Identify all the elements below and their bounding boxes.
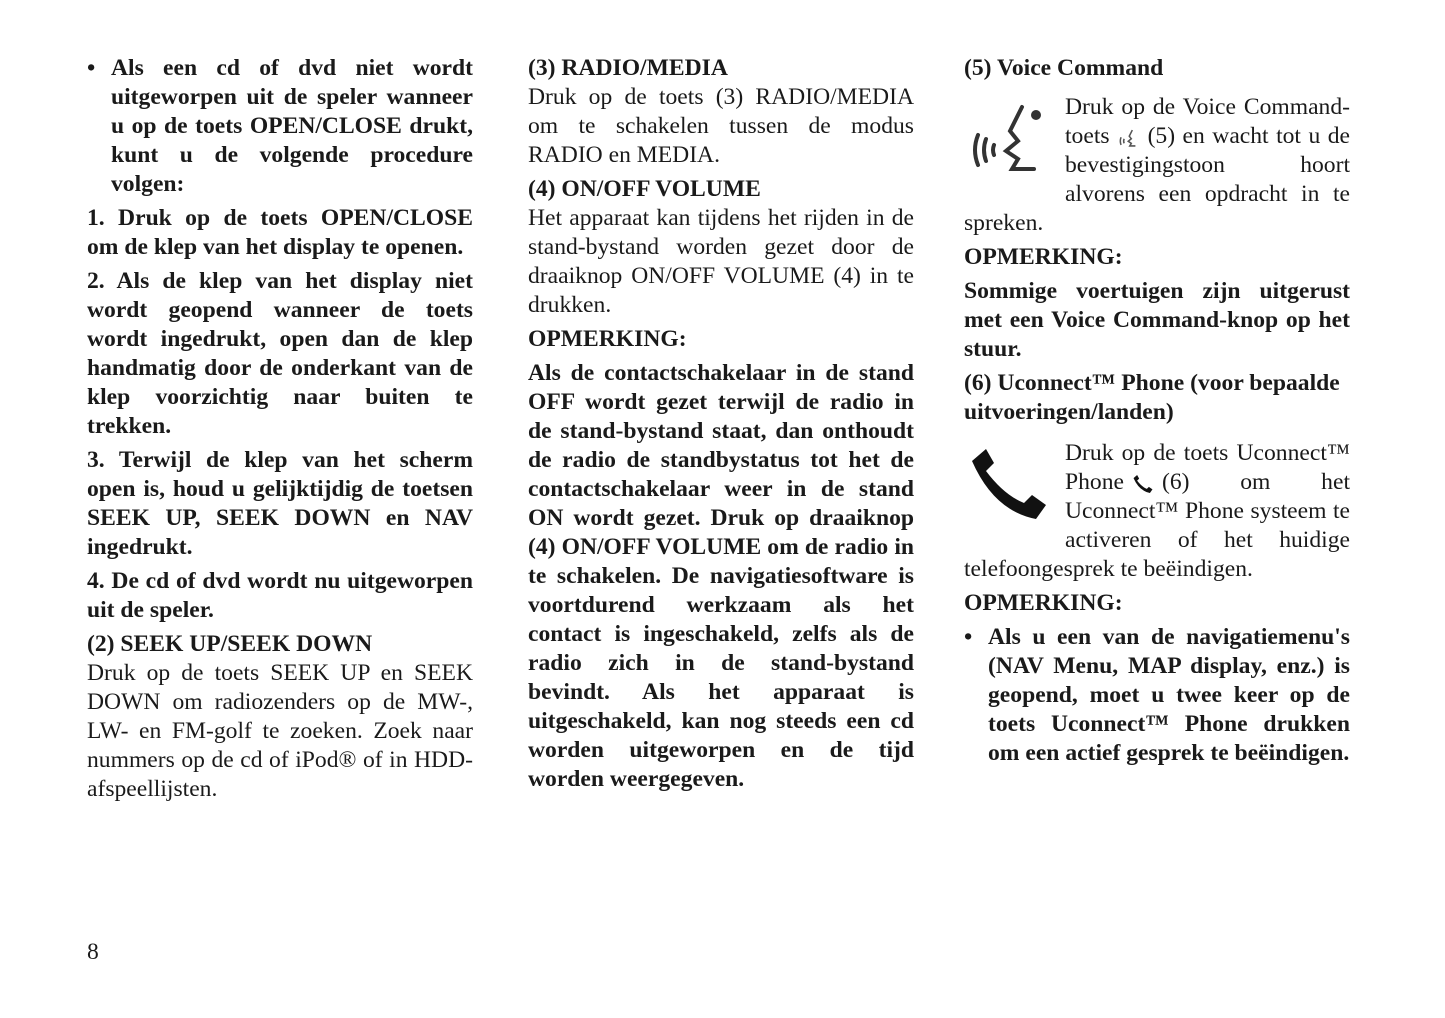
column-1 [87,54,473,809]
phone-text: Druk op de toets Uconnect™ Phone (6) om het Uconnect™ Phone systeem te activeren of het huidige telefoongesprek te beëindigen. [964,440,1350,582]
voice-command-heading: (5) Voice Command [964,55,1164,81]
step-1: 1. Druk op de toets OPEN/CLOSE om de klep van het display te openen. [87,205,473,260]
note1-heading: OPMERKING: [964,244,1123,270]
step-3: 3. Terwijl de klep van het scherm open is, houd u gelijktijdig de toetsen SEEK UP, SEEK DOWN en NAV ingedrukt. [87,447,473,560]
note-text: Als de contactschakelaar in de stand OFF wordt gezet terwijl de radio in de stand-bystand staat, dan onthoudt de radio de standbystatus tot het de contactschakelaar weer in de stand ON wordt gezet. Druk op draaiknop (4) ON/OFF VOLUME om de radio in te schakelen. De navigatiesoftware is voortdurend werkzaam als het contact is ingeschakeld, zelfs als de radio zich in de stand-bystand bevindt. Als het apparaat is uitgeschakeld, kan nog steeds een cd worden uitgeworpen en de tijd worden weergegeven. [528,360,914,792]
bullet-eject-procedure: • Als een cd of dvd niet wordt uitgeworpen uit de speler wanneer u op de toets OPEN/CLOSE drukt, kunt u de volgende procedure volgen: [87,54,473,199]
radio-media-heading: (3) RADIO/MEDIA [528,55,728,81]
note2-bullet: • Als u een van de navigatiemenu's (NAV Menu, MAP display, enz.) is geopend, moet u twee keer op de toets Uconnect™ Phone drukken om een actief gesprek te beëindigen. [964,623,1350,768]
voice-command-inline-icon [1116,127,1142,149]
voice-command-icon [964,95,1065,181]
note1-text: Sommige voertuigen zijn uitgerust met een Voice Command-knop op het stuur. [964,278,1350,362]
step-2: 2. Als de klep van het display niet wordt geopend wanneer de toets wordt ingedrukt, open dan de klep handmatig door de onderkant van de klep voorzichtig naar buiten te trekken. [87,268,473,439]
onoff-volume-heading: (4) ON/OFF VOLUME [528,176,761,202]
voice-command-text: Druk op de Voice Command-toets (5) en wacht tot u de bevestigingstoon hoort alvorens een opdracht in te spreken. [964,94,1350,236]
page-number: 8 [87,939,99,965]
seek-text: Druk op de toets SEEK UP en SEEK DOWN om radiozenders op de MW-, LW- en FM-golf te zoeken. Zoek naar nummers op de cd of iPod® of in HDD-afspeellijsten. [87,660,473,802]
column-3 [964,54,1350,773]
note2-heading: OPMERKING: [964,590,1123,616]
phone-heading: (6) Uconnect™ Phone (voor bepaalde uitvoeringen/landen) [964,370,1340,425]
step-4: 4. De cd of dvd wordt nu uitgeworpen uit de speler. [87,568,473,623]
phone-icon [964,441,1065,527]
seek-heading: (2) SEEK UP/SEEK DOWN [87,631,373,657]
onoff-volume-text: Het apparaat kan tijdens het rijden in de stand-bystand worden gezet door de draaiknop ON/OFF VOLUME (4) in te drukken. [528,205,914,318]
radio-media-text: Druk op de toets (3) RADIO/MEDIA om te schakelen tussen de modus RADIO en MEDIA. [528,84,914,168]
phone-inline-icon [1130,473,1156,495]
column-2 [528,54,914,799]
note-heading: OPMERKING: [528,326,687,352]
